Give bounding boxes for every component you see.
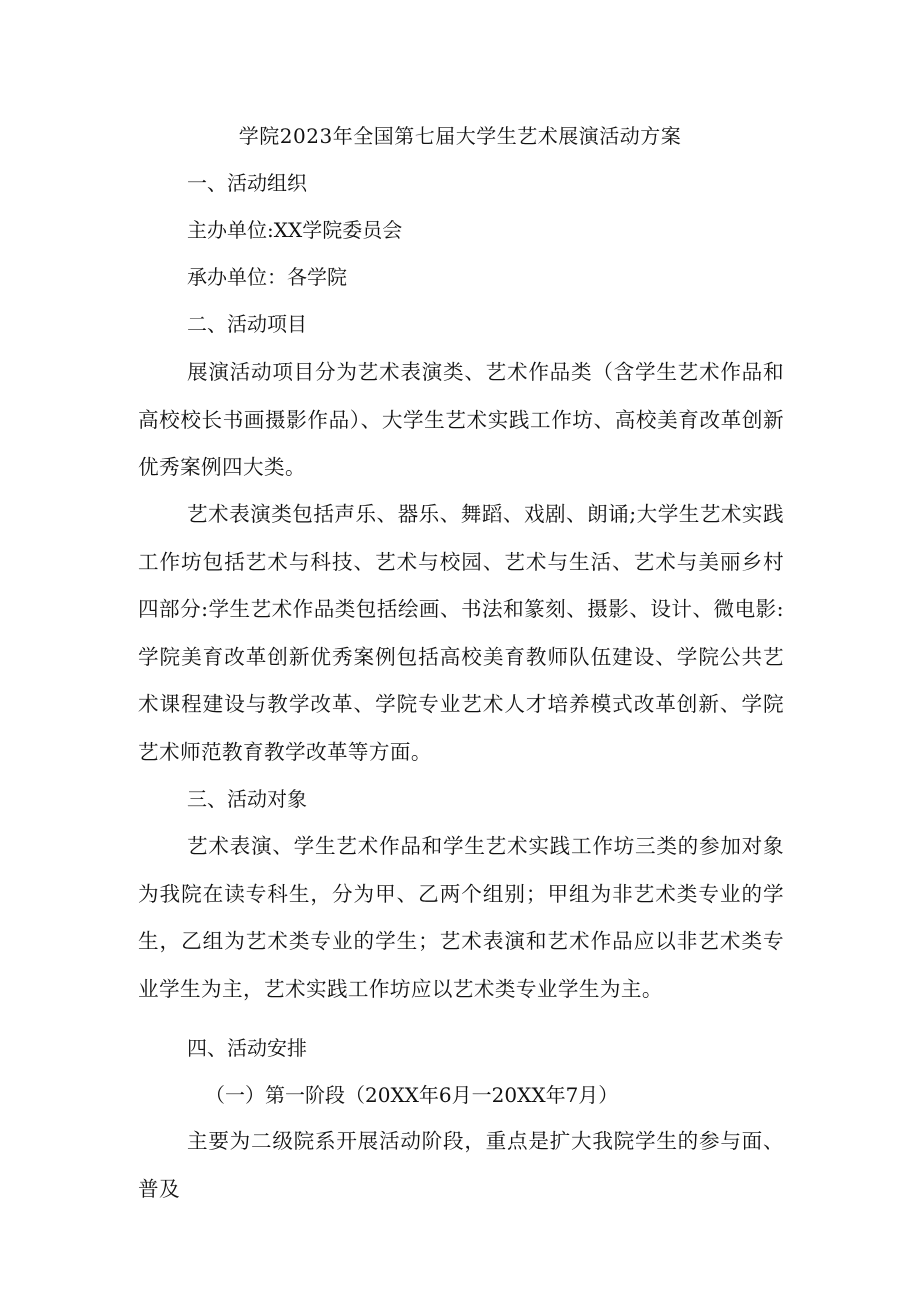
section-heading-targets: 三、活动对象: [187, 787, 307, 811]
paragraph-projects: 展演活动项目分为艺术表演类、艺术作品类（含学生艺术作品和高校校长书画摄影作品）、大学生艺术实践工作坊、高校美育改革创新优秀案例四大类。: [138, 360, 784, 479]
section-heading-organization: 一、活动组织: [187, 171, 307, 195]
host-unit: 主办单位:XX学院委员会: [187, 218, 403, 242]
paragraph-categories: 艺术表演类包括声乐、器乐、舞蹈、戏剧、朗诵;大学生艺术实践工作坊包括艺术与科技、艺术与校园、艺术与生活、艺术与美丽乡村四部分:学生艺术作品类包括绘画、书法和篆刻、摄影、设计、微电影:学院美育改革创新优秀案例包括高校美育教师队伍建设、学院公共艺术课程建设与教学改革、学院专业艺术人才培养模式改革创新、学院艺术师范教育教学改革等方面。: [138, 502, 784, 764]
paragraph-phase1: 主要为二级院系开展活动阶段，重点是扩大我院学生的参与面、普及: [138, 1129, 784, 1201]
phase1-heading: （一）第一阶段（20XX年6月一20XX年7月）: [205, 1083, 619, 1107]
section-heading-projects: 二、活动项目: [187, 312, 307, 336]
document-title: 学院2023年全国第七届大学生艺术展演活动方案: [238, 124, 682, 148]
section-heading-schedule: 四、活动安排: [187, 1036, 307, 1060]
organizer-unit: 承办单位：各学院: [187, 265, 347, 289]
paragraph-targets: 艺术表演、学生艺术作品和学生艺术实践工作坊三类的参加对象为我院在读专科生，分为甲、乙两个组别；甲组为非艺术类专业的学生，乙组为艺术类专业的学生；艺术表演和艺术作品应以非艺术类专业学生为主，艺术实践工作坊应以艺术类专业学生为主。: [138, 834, 784, 1001]
